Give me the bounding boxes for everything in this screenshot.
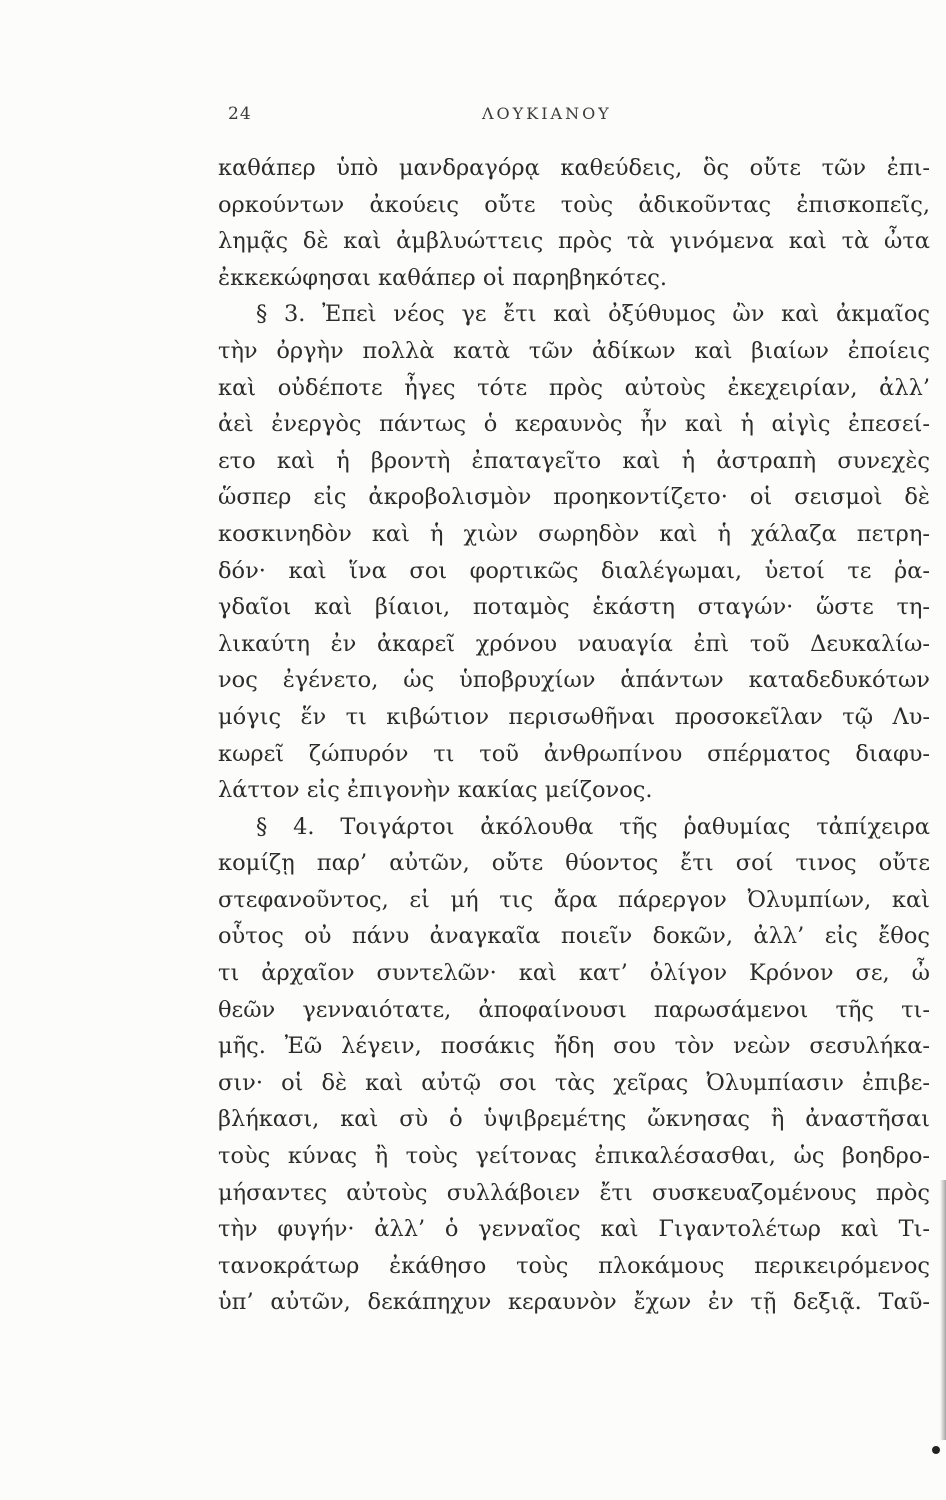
text-line: τὴν ὀργὴν πολλὰ κατὰ τῶν ἀδίκων καὶ βιαίων ἐποίεις xyxy=(218,337,930,364)
page-number: 24 xyxy=(228,104,252,124)
text-line: λάττον εἰς ἐπιγονὴν κακίας μείζονος. xyxy=(218,777,653,804)
running-head: ΛΟΥΚΙΑΝΟΥ xyxy=(482,104,612,123)
text-line: γδαῖοι καὶ βίαιοι, ποταμὸς ἑκάστη σταγών· ὥστε τη- xyxy=(218,594,930,621)
text-line: θεῶν γενναιότατε, ἀποφαίνουσι παρωσάμενοι τῆς τι- xyxy=(218,996,930,1023)
text-line: καὶ οὐδέποτε ἦγες τότε πρὸς αὐτοὺς ἐκεχειρίαν, ἀλλ’ xyxy=(218,374,930,401)
text-line: ἐκκεκώφησαι καθάπερ οἱ παρηβηκότες. xyxy=(218,264,668,291)
text-line: κοσκινηδὸν καὶ ἡ χιὼν σωρηδὸν καὶ ἡ χάλαζα πετρη- xyxy=(218,520,930,547)
page-header xyxy=(200,104,930,134)
section-4-start: § 4. Τοιγάρτοι ἀκόλουθα τῆς ῥαθυμίας τἀπίχειρα xyxy=(256,813,930,840)
text-line: τανοκράτωρ ἐκάθησο τοὺς πλοκάμους περικειρόμενος xyxy=(218,1252,930,1279)
text-line: λημᾷς δὲ καὶ ἀμβλυώττεις πρὸς τὰ γινόμενα καὶ τὰ ὦτα xyxy=(218,228,930,255)
text-line: μόγις ἕν τι κιβώτιον περισωθῆναι προσοκεῖλαν τῷ Λυ- xyxy=(218,703,930,730)
page-edge-shadow xyxy=(940,1180,946,1440)
text-line: ετο καὶ ἡ βροντὴ ἐπαταγεῖτο καὶ ἡ ἀστραπὴ συνεχὲς xyxy=(218,447,930,474)
text-line: ἀεὶ ἐνεργὸς πάντως ὁ κεραυνὸς ἦν καὶ ἡ αἰγὶς ἐπεσεί- xyxy=(218,411,930,438)
text-line: τι ἀρχαῖον συντελῶν· καὶ κατ’ ὀλίγον Κρόνον σε, ὦ xyxy=(218,960,930,987)
text-line: ορκούντων ἀκούεις οὔτε τοὺς ἀδικοῦντας ἐπισκοπεῖς, xyxy=(218,191,930,218)
text-line: οὗτος οὐ πάνυ ἀναγκαῖα ποιεῖν δοκῶν, ἀλλ’ εἰς ἔθος xyxy=(218,923,930,950)
text-line: τὴν φυγήν· ἀλλ’ ὁ γενναῖος καὶ Γιγαντολέτωρ καὶ Τι- xyxy=(218,1216,930,1243)
ink-dot xyxy=(932,1446,940,1454)
text-line: δόν· καὶ ἵνα σοι φορτικῶς διαλέγωμαι, ὑετοί τε ῥα- xyxy=(218,557,930,584)
text-line: τοὺς κύνας ἢ τοὺς γείτονας ἐπικαλέσασθαι, ὡς βοηδρο- xyxy=(218,1143,930,1170)
text-line: νος ἐγένετο, ὡς ὑποβρυχίων ἁπάντων καταδεδυκότων xyxy=(218,667,930,694)
text-line: μῆς. Ἐῶ λέγειν, ποσάκις ἤδη σου τὸν νεὼν σεσυλήκα- xyxy=(218,1033,930,1060)
text-line: κομίζῃ παρ’ αὐτῶν, οὔτε θύοντος ἔτι σοί τινος οὔτε xyxy=(218,850,930,877)
body-text xyxy=(218,150,930,1321)
text-line: μήσαντες αὐτοὺς συλλάβοιεν ἔτι συσκευαζομένους πρὸς xyxy=(218,1179,930,1206)
text-line: καθάπερ ὑπὸ μανδραγόρᾳ καθεύδεις, ὃς οὔτε τῶν ἐπι- xyxy=(218,155,930,181)
text-line: ὥσπερ εἰς ἀκροβολισμὸν προηκοντίζετο· οἱ σεισμοὶ δὲ xyxy=(218,484,930,511)
text-line: βλήκασι, καὶ σὺ ὁ ὑψιβρεμέτης ὤκνησας ἢ ἀναστῆσαι xyxy=(218,1106,930,1133)
section-3-start: § 3. Ἐπεὶ νέος γε ἔτι καὶ ὀξύθυμος ὢν καὶ ἀκμαῖος xyxy=(256,301,930,328)
text-line: κωρεῖ ζώπυρόν τι τοῦ ἀνθρωπίνου σπέρματος διαφυ- xyxy=(218,740,930,767)
text-line: σιν· οἱ δὲ καὶ αὐτῷ σοι τὰς χεῖρας Ὀλυμπίασιν ἐπιβε- xyxy=(218,1069,930,1096)
text-line: ὑπ’ αὐτῶν, δεκάπηχυν κεραυνὸν ἔχων ἐν τῇ δεξιᾷ. Ταῦ- xyxy=(218,1289,930,1316)
text-line: στεφανοῦντος, εἰ μή τις ἄρα πάρεργον Ὀλυμπίων, καὶ xyxy=(218,886,930,913)
text-line: λικαύτη ἐν ἀκαρεῖ χρόνου ναυαγία ἐπὶ τοῦ Δευκαλίω- xyxy=(218,630,930,657)
